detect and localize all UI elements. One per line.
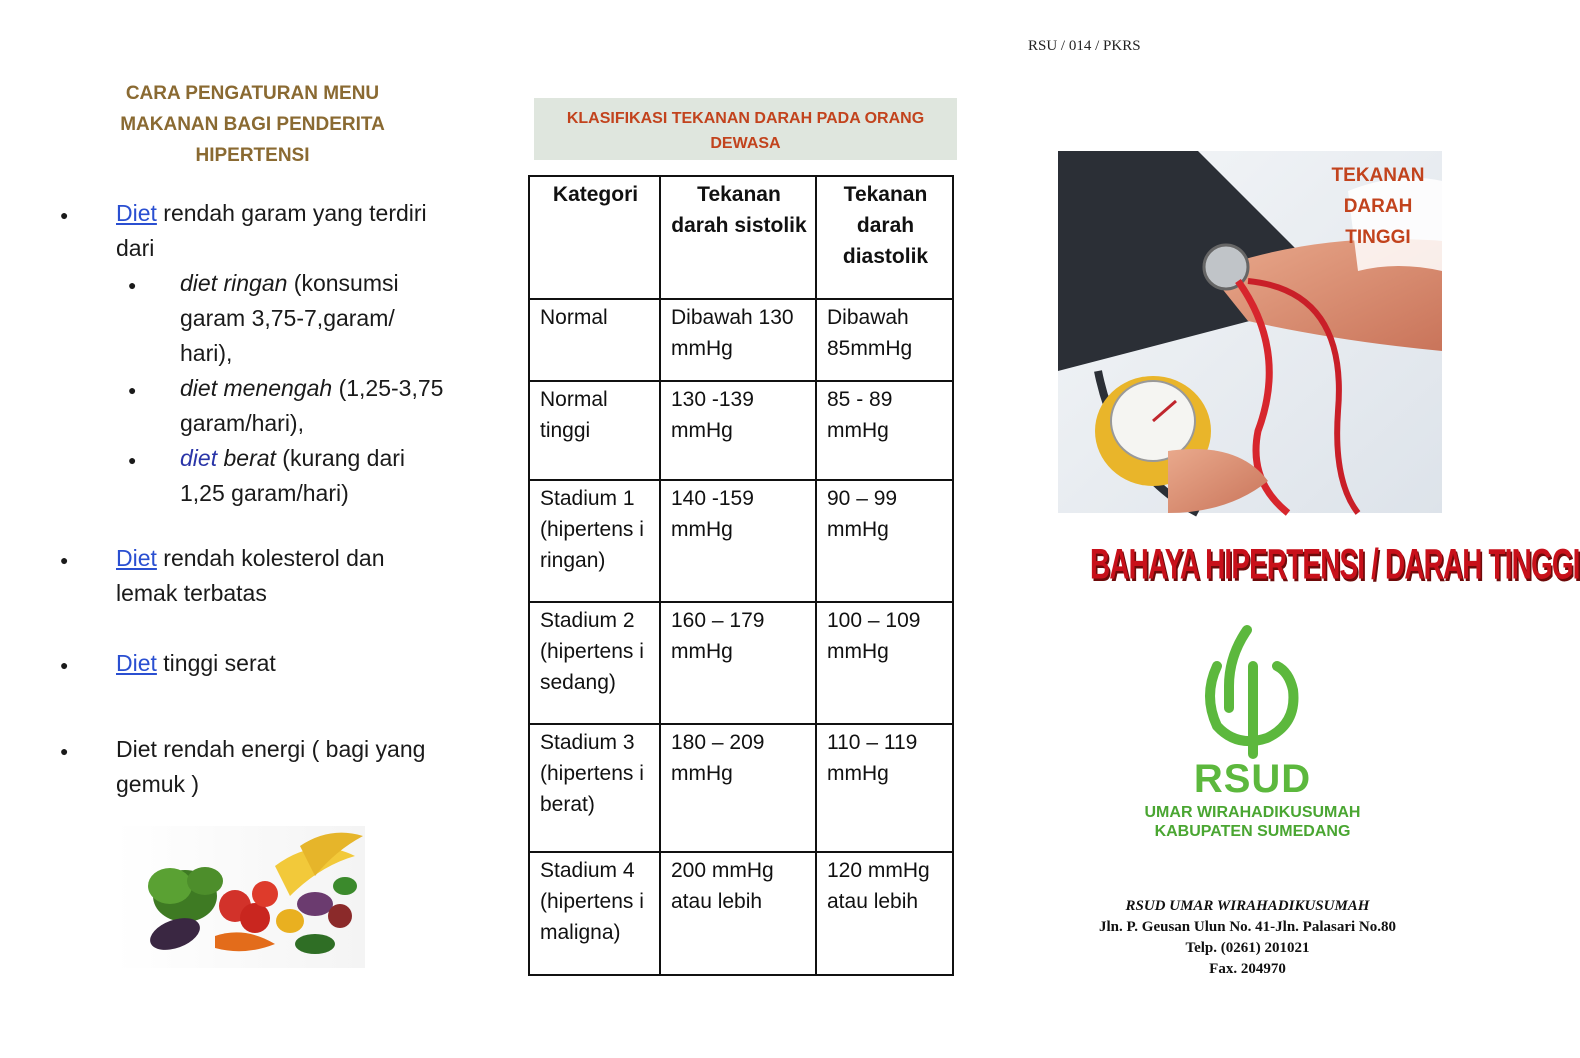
menu-title xyxy=(80,78,425,171)
sub-item-desc: (1,25-3,75 garam/hari), xyxy=(180,375,444,436)
cell-diastolik: 90 – 99 mmHg xyxy=(816,480,953,602)
menu-title-line-3: HIPERTENSI xyxy=(195,145,310,166)
menu-title-line-1: CARA PENGATURAN MENU xyxy=(125,83,380,104)
diet-item-low-salt xyxy=(60,196,460,526)
document-code: RSU / 014 / PKRS xyxy=(1028,38,1141,54)
cell-sistolik: 140 -159 mmHg xyxy=(660,480,816,602)
cell-sistolik: Dibawah 130 mmHg xyxy=(660,299,816,381)
diet-item-text xyxy=(116,541,446,611)
cell-kategori: Stadium 1 (hipertens i ringan) xyxy=(529,480,660,602)
table-row xyxy=(529,480,953,602)
cell-diastolik: 110 – 119 mmHg xyxy=(816,724,953,852)
sub-item-text xyxy=(180,266,450,371)
rsud-logo-icon xyxy=(1197,626,1307,756)
logo-subtitle-line-2: KABUPATEN SUMEDANG xyxy=(1154,823,1351,840)
diet-item-desc: rendah garam yang terdiri dari xyxy=(116,200,427,261)
table-row xyxy=(529,602,953,724)
logo-subtitle-line-1: UMAR WIRAHADIKUSUMAH xyxy=(1144,804,1361,821)
diet-item-low-energy xyxy=(60,732,460,804)
logo-subtitle xyxy=(1110,803,1395,841)
diet-link[interactable]: Diet xyxy=(116,650,157,676)
sub-bullet-icon: ● xyxy=(128,452,137,468)
table-row xyxy=(529,852,953,975)
caption-line-3: TINGGI xyxy=(1345,227,1411,248)
sub-item-italic: diet ringan xyxy=(180,270,288,296)
table-header-row xyxy=(529,176,953,299)
table-title: KLASIFIKASI TEKANAN DARAH PADA ORANG DEWASA xyxy=(534,98,957,160)
sub-item-text xyxy=(180,441,450,511)
bullet-icon: ● xyxy=(60,657,69,673)
cell-sistolik: 180 – 209 mmHg xyxy=(660,724,816,852)
header-diastolik: Tekanan darah diastolik xyxy=(816,176,953,299)
cell-kategori: Stadium 2 (hipertens i sedang) xyxy=(529,602,660,724)
sub-bullet-icon: ● xyxy=(128,277,137,293)
menu-title-line-2: MAKANAN BAGI PENDERITA xyxy=(120,114,385,135)
photo-caption xyxy=(1298,160,1458,253)
hospital-address xyxy=(1055,896,1440,980)
caption-line-1: TEKANAN xyxy=(1331,165,1425,186)
cell-kategori: Normal tinggi xyxy=(529,381,660,480)
table-row xyxy=(529,724,953,852)
address-street: Jln. P. Geusan Ulun No. 41-Jln. Palasari No.80 xyxy=(1099,919,1396,935)
cell-sistolik: 160 – 179 mmHg xyxy=(660,602,816,724)
diet-link[interactable]: Diet xyxy=(116,200,157,226)
bullet-icon: ● xyxy=(60,207,69,223)
cell-diastolik: Dibawah 85mmHg xyxy=(816,299,953,381)
sub-item-italic: diet menengah xyxy=(180,375,333,401)
address-phone: Telp. (0261) 201021 xyxy=(1185,940,1310,956)
diet-item-high-fiber xyxy=(60,646,460,682)
diet-item-text xyxy=(116,196,446,266)
vegetables-image xyxy=(115,826,365,968)
address-fax: Fax. 204970 xyxy=(1209,961,1286,977)
headline: BAHAYA HIPERTENSI / DARAH TINGGI xyxy=(1090,541,1580,589)
sub-item-blue: diet xyxy=(180,445,218,471)
table-row xyxy=(529,299,953,381)
diet-item-text xyxy=(116,646,446,681)
cell-diastolik: 120 mmHg atau lebih xyxy=(816,852,953,975)
blood-pressure-table xyxy=(528,175,954,976)
diet-item-text: Diet rendah energi ( bagi yang gemuk ) xyxy=(116,736,426,797)
cell-kategori: Stadium 4 (hipertens i maligna) xyxy=(529,852,660,975)
sub-item-desc: (konsumsi garam 3,75-7,garam/ hari), xyxy=(180,270,399,366)
sub-item-text xyxy=(180,371,450,441)
sub-item-desc: (kurang dari 1,25 garam/hari) xyxy=(180,445,406,506)
sub-item-italic: berat xyxy=(217,445,276,471)
cell-kategori: Normal xyxy=(529,299,660,381)
cell-sistolik: 130 -139 mmHg xyxy=(660,381,816,480)
header-sistolik: Tekanan darah sistolik xyxy=(660,176,816,299)
sub-bullet-icon: ● xyxy=(128,382,137,398)
cell-diastolik: 85 - 89 mmHg xyxy=(816,381,953,480)
caption-line-2: DARAH xyxy=(1343,196,1413,217)
diet-item-low-cholesterol xyxy=(60,541,460,613)
diet-item-desc: tinggi serat xyxy=(156,650,276,676)
diet-link[interactable]: Diet xyxy=(116,545,157,571)
cell-sistolik: 200 mmHg atau lebih xyxy=(660,852,816,975)
address-org: RSUD UMAR WIRAHADIKUSUMAH xyxy=(1125,898,1370,914)
bullet-icon: ● xyxy=(60,552,69,568)
header-kategori: Kategori xyxy=(529,176,660,299)
diet-item-desc: rendah kolesterol dan lemak terbatas xyxy=(116,545,385,606)
logo-rsud-text: RSUD xyxy=(1193,757,1312,801)
bullet-icon: ● xyxy=(60,743,69,759)
table-row xyxy=(529,381,953,480)
cell-kategori: Stadium 3 (hipertens i berat) xyxy=(529,724,660,852)
cell-diastolik: 100 – 109 mmHg xyxy=(816,602,953,724)
